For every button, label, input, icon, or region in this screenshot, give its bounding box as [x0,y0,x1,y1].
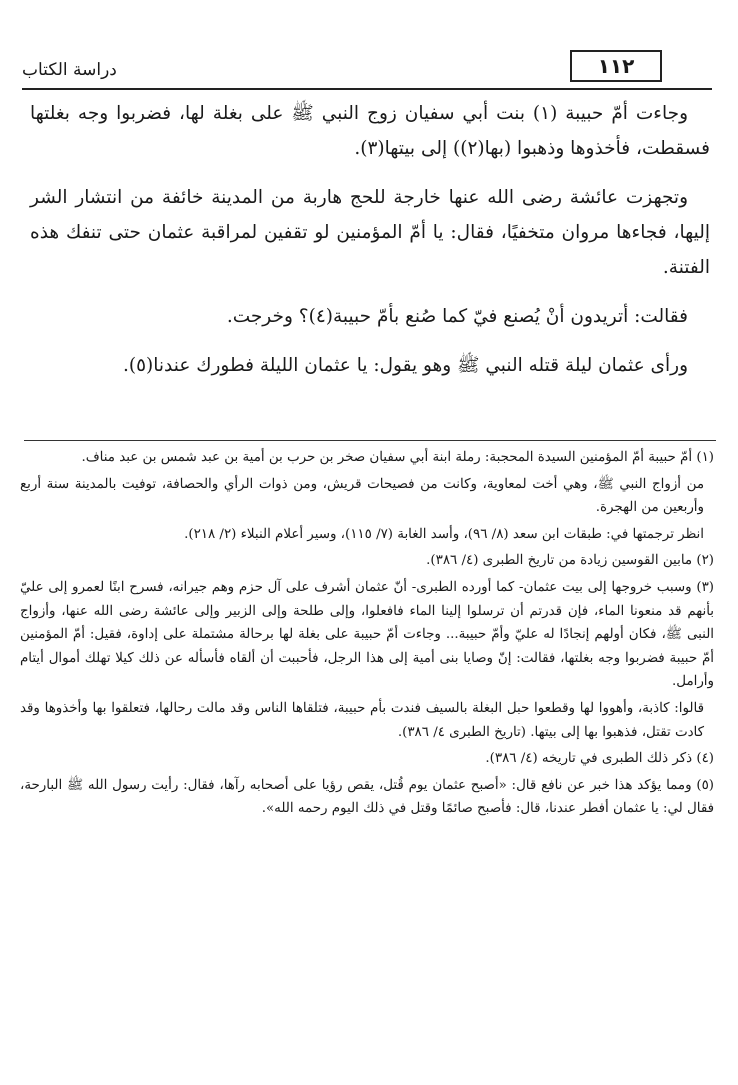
footnote-4: (٤) ذكر ذلك الطبرى في تاريخه (٤/ ٣٨٦). [485,751,714,767]
footnote-1-references: انظر ترجمتها في: طبقات ابن سعد (٨/ ٩٦)، وأسد الغابة (٧/ ١١٥)، وسير أعلام النبلاء (٢/ ٢١٨). [184,526,704,542]
page-header [22,42,712,90]
paragraph: وتجهزت عائشة رضى الله عنها خارجة للحج هاربة من المدينة خائفة من انتشار الشر إليها، فجاءها مروان متخفيًا، فقال: يا أمّ المؤمنين لو تقفين لمراقبة عثمان حتى تنفك هذه الفتنة. [30,187,710,278]
footnotes [20,446,714,824]
footnote-1: (١) أمّ حبيبة أمّ المؤمنين السيدة المحجبة: رملة ابنة أبي سفيان صخر بن حرب بن أمية بن عبد شمس بن عبد مناف. [81,450,714,465]
footnote-1-continued: من أزواج النبي ﷺ، وهي أخت لمعاوية، وكانت من فصيحات قريش، ومن ذوات الرأي والحصافة، توفيت بالمدينة سنة أربع وأربعين من الهجرة. [20,476,704,516]
header-divider [22,88,712,90]
running-title [22,60,562,80]
footnote-3-continued: قالوا: كاذبة، وأهووا لها وقطعوا حبل البغلة بالسيف فندت بأم حبيبة، فتلقاها الناس وقد مالت رحالها، فتعلقوا بها وأخذوها وقد كادت تقتل، فذهبوا بها إلى بيتها. (تاريخ الطبرى ٤/ ٣٨٦). [20,700,704,740]
page-number: ١١٢ [570,50,662,82]
main-text [30,96,710,397]
footnote-3: (٣) وسبب خروجها إلى بيت عثمان- كما أورده الطبرى- أنّ عثمان أشرف على آل حزم وهم جيرانه، فسرح ابنًا لعمرو إلى عليّ بأنهم قد منعونا الماء، فإن قدرتم أن ترسلوا إلينا الماء فافعلوا، وإلى طلحة وإلى الزبير وإلى عائشة رضى الله عنها، وأزواج النبى ﷺ، فكان أولهم إنجادًا له عليّ وأمّ حبيبة... وجاءت أمّ حبيبة على بغلة لها برحالة مشتملة على إداوة، فقيل: أمّ المؤمنين أمّ حبيبة فضربوا وجه بغلتها، فقالت: إنّ وصايا بنى أمية إلى هذا الرجل، فأحببت أن ألقاه فأسأله عن ذلك كيلا تهلك أموال أيتام وأرامل. [20,579,714,690]
footnote-5: (٥) ومما يؤكد هذا خبر عن نافع قال: «أصبح عثمان يوم قُتل، يقص رؤيا على أصحابه رآها، فقال: رأيت رسول الله ﷺ البارحة، فقال لي: يا عثمان أفطر عندنا، قال: فأصبح صائمًا وقتل في ذلك اليوم رحمه الله». [20,777,714,817]
footnote-2: (٢) مابين القوسين زيادة من تاريخ الطبرى (٤/ ٣٨٦). [426,553,714,569]
paragraph: فقالت: أتريدون أنْ يُصنع فيّ كما صُنع بأمّ حبيبة(٤)؟ وخرجت. [226,306,688,327]
paragraph: ورأى عثمان ليلة قتله النبي ﷺ وهو يقول: يا عثمان الليلة فطورك عندنا(٥). [122,355,688,376]
paragraph: وجاءت أمّ حبيبة (١) بنت أبي سفيان زوج النبي ﷺ على بغلة لها، فضربوا وجه بغلتها فسقطت، فأخذوها وذهبوا (بها(٢)) إلى بيتها(٣). [30,103,710,159]
footnote-divider [24,440,716,441]
running-title-text: دراسة الكتاب [22,60,117,80]
